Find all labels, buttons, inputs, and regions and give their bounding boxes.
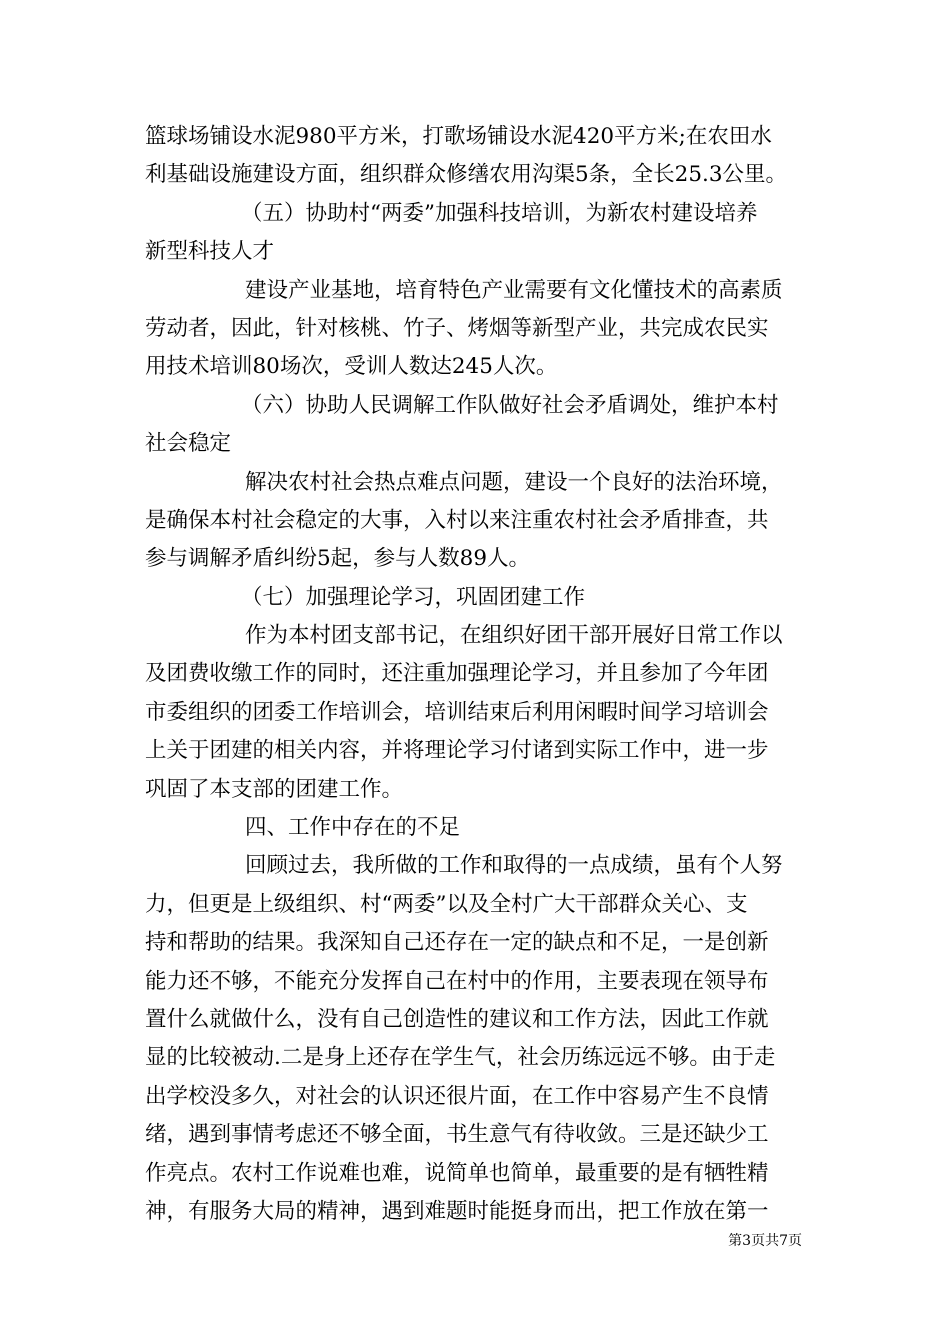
text-line: 是确保本村社会稳定的大事，入村以来注重农村社会矛盾排查，共 [145,507,769,533]
paragraph-start: 建设产业基地，培育特色产业需要有文化懂技术的高素质 [245,277,783,303]
text-line: 劳动者，因此，针对核桃、竹子、烤烟等新型产业，共完成农民实 [145,315,769,341]
text-line: 持和帮助的结果。我深知自己还存在一定的缺点和不足，一是创新 [145,930,769,956]
paragraph-start: 回顾过去，我所做的工作和取得的一点成绩，虽有个人努 [245,853,783,879]
text-line: 篮球场铺设水泥980平方米，打歌场铺设水泥420平方米;在农田水 [145,124,772,149]
text-line: 参与调解矛盾纠纷5起，参与人数89人。 [145,546,531,572]
paragraph-start: 作为本村团支部书记，在组织好团干部开展好日常工作以 [245,623,783,649]
text-line: 市委组织的团委工作培训会，培训结束后利用闲暇时间学习培训会 [145,699,769,725]
text-line: 上关于团建的相关内容，并将理论学习付诸到实际工作中，进一步 [145,738,769,764]
section-heading: （五）协助村“两委”加强科技培训，为新农村建设培养 [241,200,758,226]
text-line: 能力还不够，不能充分发挥自己在村中的作用，主要表现在领导布 [145,968,769,994]
section-heading: （六）协助人民调解工作队做好社会矛盾调处，维护本村 [241,392,779,418]
page-number-footer: 第3页共7页 [728,1233,802,1249]
text-line: 绪，遇到事情考虑还不够全面，书生意气有待收敛。三是还缺少工 [145,1122,769,1148]
body-text [145,118,810,1231]
text-line: 力，但更是上级组织、村“两委”以及全村广大干部群众关心、支 [145,891,748,917]
text-line: 神，有服务大局的精神，遇到难题时能挺身而出，把工作放在第一 [145,1198,769,1224]
text-line: 出学校没多久，对社会的认识还很片面，在工作中容易产生不良情 [145,1083,769,1109]
text-line: 显的比较被动.二是身上还存在学生气，社会历练远远不够。由于走 [145,1045,776,1071]
section-heading: （七）加强理论学习，巩固团建工作 [241,584,586,610]
text-line: 用技术培训80场次，受训人数达245人次。 [145,354,558,380]
section-heading-continued: 社会稳定 [145,431,232,457]
text-line: 置什么就做什么，没有自己创造性的建议和工作方法，因此工作就 [145,1006,769,1032]
text-line: 作亮点。农村工作说难也难，说简单也简单，最重要的是有牺牲精 [145,1160,769,1186]
paragraph-start: 解决农村社会热点难点问题，建设一个良好的法治环境， [245,469,783,495]
text-line: 及团费收缴工作的同时，还注重加强理论学习，并且参加了今年团 [145,661,769,687]
text-line: 利基础设施建设方面，组织群众修缮农用沟渠5条，全长25.3公里。 [145,162,788,188]
text-line: 巩固了本支部的团建工作。 [145,776,404,802]
section-heading-continued: 新型科技人才 [145,239,275,265]
chapter-heading: 四、工作中存在的不足 [245,815,461,841]
